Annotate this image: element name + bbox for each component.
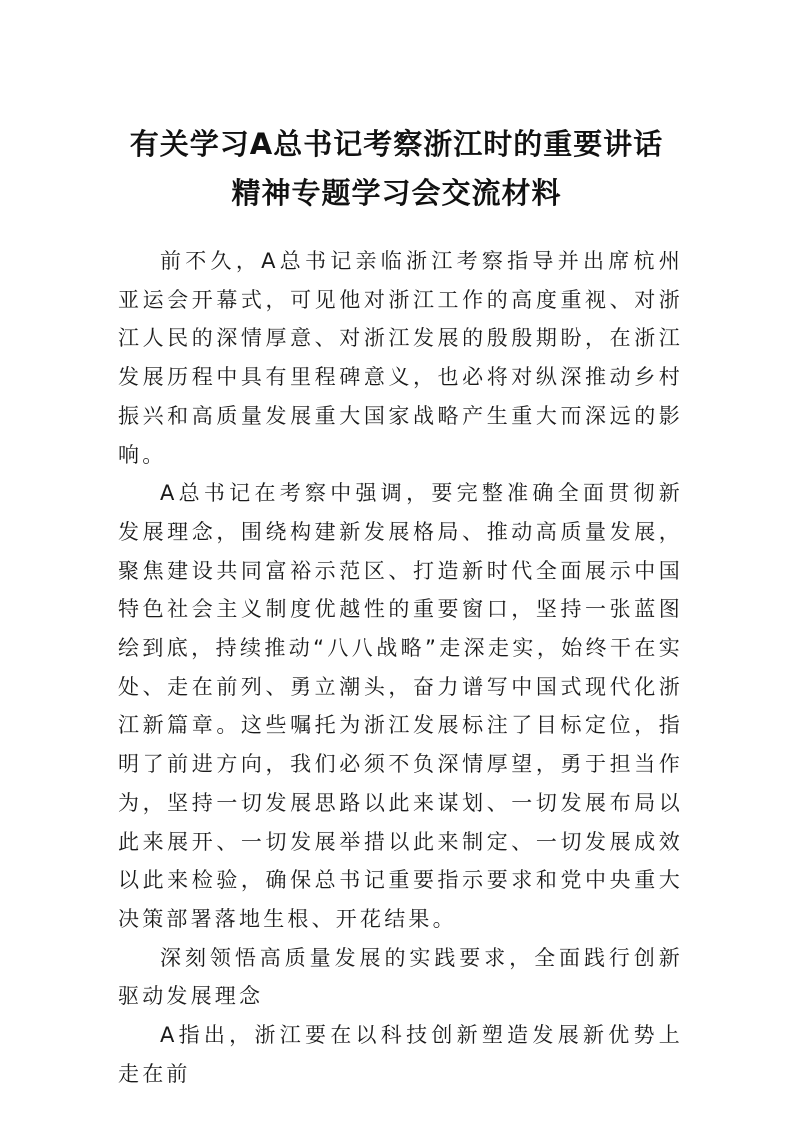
document-title-line-2: 精神专题学习会交流材料: [231, 176, 562, 210]
document-title-line-1: 有关学习A总书记考察浙江时的重要讲话: [129, 127, 664, 161]
section-heading: 深刻领悟高质量发展的实践要求，全面践行创新驱动发展理念: [118, 945, 683, 1009]
paragraph-instructions: A总书记在考察中强调，要完整准确全面贯彻新发展理念，围绕构建新发展格局、推动高质量发展，聚焦建设共同富裕示范区、打造新时代全面展示中国特色社会主义制度优越性的重要窗口，坚持一张蓝图绘到底，持续推动“八八战略”走深走实，始终干在实处、走在前列、勇立潮头，奋力谱写中国式现代化浙江新篇章。这些嘱托为浙江发展标注了目标定位，指明了前进方向，我们必须不负深情厚望，勇于担当作为，坚持一切发展思路以此来谋划、一切发展布局以此来展开、一切发展举措以此来制定、一切发展成效以此来检验，确保总书记重要指示要求和党中央重大决策部署落地生根、开花结果。: [118, 481, 683, 931]
document-body: [118, 242, 683, 1093]
paragraph-innovation: A指出，浙江要在以科技创新塑造发展新优势上走在前: [118, 1023, 683, 1086]
paragraph-intro: 前不久，A总书记亲临浙江考察指导并出席杭州亚运会开幕式，可见他对浙江工作的高度重视、对浙江人民的深情厚意、对浙江发展的殷殷期盼，在浙江发展历程中具有里程碑意义，也必将对纵深推动乡村振兴和高质量发展重大国家战略产生重大而深远的影响。: [118, 249, 683, 467]
